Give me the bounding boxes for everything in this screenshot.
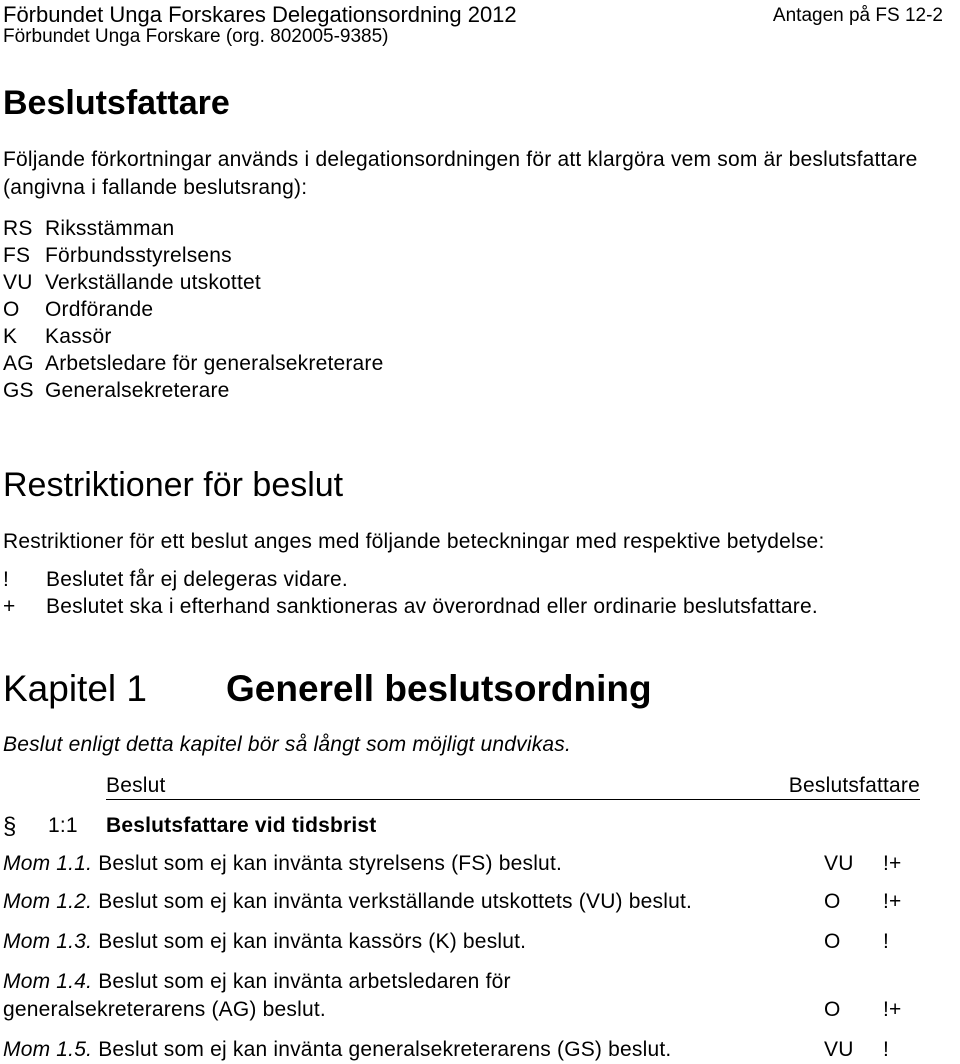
restriction-code: ! (883, 930, 890, 953)
abbreviation-meaning: Kassör (45, 325, 112, 348)
decision-maker: VU (824, 852, 854, 875)
abbreviation: AG (3, 352, 34, 375)
intro-text-line1: Följande förkortningar används i delegationsordningen för att klargöra vem som är beslutsfattare (3, 148, 918, 171)
adopted-note: Antagen på FS 12-2 (772, 5, 943, 26)
mom-number: Mom 1.3. (3, 930, 93, 953)
decision-row (3, 1038, 671, 1062)
section-heading-beslutsfattare: Beslutsfattare (3, 84, 230, 122)
restriction-code: !+ (883, 998, 902, 1021)
restriction-list (3, 566, 818, 620)
abbreviation-item (3, 296, 384, 323)
decision-text: Beslut som ej kan invänta styrelsens (FS) beslut. (98, 852, 563, 875)
decision-text: Beslut som ej kan invänta kassörs (K) beslut. (98, 930, 527, 953)
section-heading-restriktioner: Restriktioner för beslut (3, 466, 344, 504)
column-header-beslutsfattare: Beslutsfattare (754, 774, 920, 800)
section-title: Beslutsfattare vid tidsbrist (106, 814, 377, 837)
section-number: 1:1 (48, 814, 78, 837)
restriction-meaning: Beslutet får ej delegeras vidare. (46, 568, 348, 591)
restriction-item (3, 593, 818, 620)
mom-number: Mom 1.4. (3, 970, 93, 993)
chapter-title: Generell beslutsordning (226, 668, 652, 709)
abbreviation: RS (3, 217, 33, 240)
abbreviation-item (3, 269, 384, 296)
restriction-symbol: ! (3, 568, 10, 591)
abbreviation-meaning: Förbundsstyrelsens (45, 244, 232, 267)
mom-number: Mom 1.1. (3, 852, 93, 875)
decision-maker: O (824, 890, 841, 913)
restriction-symbol: + (3, 595, 16, 618)
decision-text-continued: generalsekreterarens (AG) beslut. (3, 998, 326, 1021)
abbreviation-item (3, 350, 384, 377)
abbreviation-item (3, 323, 384, 350)
abbreviation-meaning: Verkställande utskottet (45, 271, 261, 294)
mom-number: Mom 1.5. (3, 1038, 93, 1061)
abbreviation: FS (3, 244, 31, 267)
restriction-item (3, 566, 818, 593)
document-title: Förbundet Unga Forskares Delegationsordning 2012 (3, 2, 517, 27)
restriction-meaning: Beslutet ska i efterhand sanktioneras av överordnad eller ordinarie beslutsfattare. (46, 595, 818, 618)
column-header-beslut: Beslut (106, 774, 166, 797)
mom-number: Mom 1.2. (3, 890, 93, 913)
decision-maker: VU (824, 1038, 854, 1061)
decision-maker: O (824, 998, 841, 1021)
decision-text: Beslut som ej kan invänta verkställande utskottets (VU) beslut. (98, 890, 693, 913)
abbreviation-meaning: Generalsekreterare (45, 379, 230, 402)
decision-text: Beslut som ej kan invänta generalsekreterarens (GS) beslut. (98, 1038, 672, 1061)
abbreviation-meaning: Ordförande (45, 298, 154, 321)
decision-row (3, 852, 562, 876)
abbreviation-meaning: Riksstämman (45, 217, 175, 240)
abbreviation-item (3, 215, 384, 242)
decision-row (3, 890, 692, 914)
abbreviation-meaning: Arbetsledare för generalsekreterare (45, 352, 384, 375)
chapter-note: Beslut enligt detta kapitel bör så långt som möjligt undvikas. (3, 733, 572, 756)
decision-row (3, 970, 511, 994)
decision-text: Beslut som ej kan invänta arbetsledaren för (98, 970, 511, 993)
organization-line: Förbundet Unga Forskare (org. 802005-9385) (3, 26, 389, 47)
abbreviation: VU (3, 271, 33, 294)
abbreviation: K (3, 325, 18, 348)
intro-text-line2: (angivna i fallande beslutsrang): (3, 176, 308, 199)
decision-row (3, 930, 526, 954)
abbreviation-item (3, 242, 384, 269)
restriction-code: ! (883, 1038, 890, 1061)
chapter-label: Kapitel 1 (3, 668, 147, 709)
section-symbol: § (3, 813, 17, 840)
restriction-code: !+ (883, 852, 902, 875)
restriction-intro: Restriktioner för ett beslut anges med följande beteckningar med respektive betydelse: (3, 530, 825, 553)
abbreviation-item (3, 377, 384, 404)
abbreviation-list (3, 215, 384, 404)
abbreviation: O (3, 298, 20, 321)
column-header-beslut-row (106, 774, 754, 800)
decision-maker: O (824, 930, 841, 953)
abbreviation: GS (3, 379, 34, 402)
restriction-code: !+ (883, 890, 902, 913)
